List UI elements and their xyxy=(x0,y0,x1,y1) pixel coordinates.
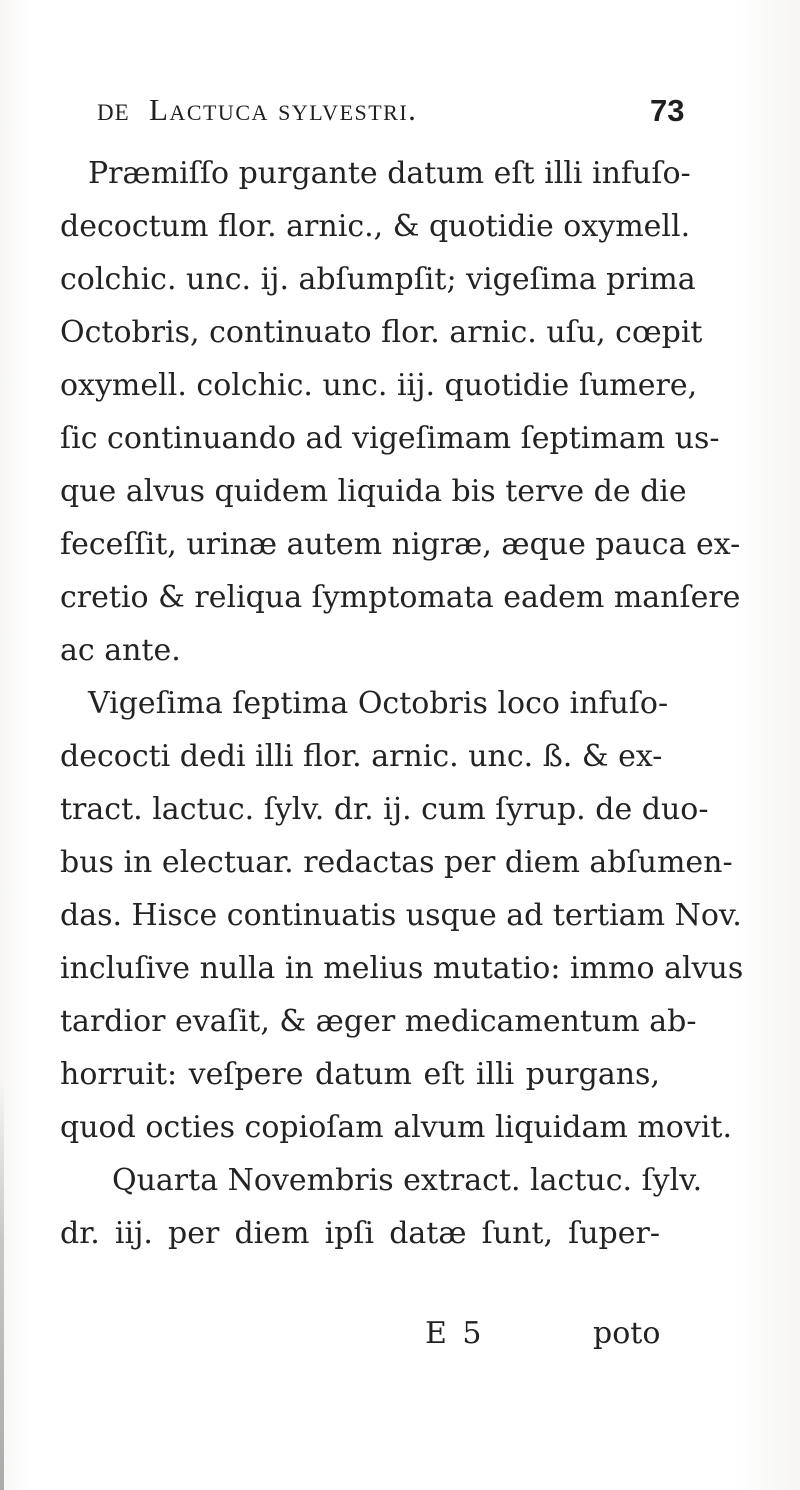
text-line: Præmiſſo purgante datum eſt illi infuſo- xyxy=(88,156,691,191)
text-line: que alvus quidem liquida bis terve de die xyxy=(60,474,687,509)
text-line: incluſive nulla in melius mutatio: immo alvus xyxy=(60,951,744,986)
text-line: bus in electuar. redactas per diem abſumen- xyxy=(60,845,733,880)
text-line: Vigeſima ſeptima Octobris loco infuſo- xyxy=(88,686,669,721)
text-line: horruit: veſpere datum eſt illi purgans, xyxy=(60,1057,660,1092)
text-line: quod octies copioſam alvum liquidam movit. xyxy=(60,1110,732,1145)
text-line: tardior evaſit, & æger medicamentum ab- xyxy=(60,1004,697,1039)
text-line: decoctum flor. arnic., & quotidie oxymell. xyxy=(60,209,691,244)
page-footer xyxy=(0,1316,800,1366)
text-line: ac ante. xyxy=(60,633,181,668)
text-line: feceſſit, urinæ autem nigræ, æque pauca ex- xyxy=(60,527,741,562)
running-head-prefix: DE xyxy=(97,100,130,125)
text-line: das. Hisce continuatis usque ad tertiam Nov. xyxy=(60,898,742,933)
text-line: ſic continuando ad vigeſimam ſeptimam us- xyxy=(60,421,720,456)
body-text xyxy=(60,147,744,1260)
page-edge-shadow xyxy=(0,1080,4,1490)
text-line: Octobris, continuato flor. arnic. uſu, cœpit xyxy=(60,315,703,350)
text-line: cretio & reliqua ſymptomata eadem manſere xyxy=(60,580,741,615)
text-line: colchic. unc. ij. abſumpſit; vigeſima prima xyxy=(60,262,696,297)
page-number: 73 xyxy=(650,93,685,128)
text-line: tract. lactuc. ſylv. dr. ij. cum ſyrup. de duo- xyxy=(60,792,709,827)
text-line: decocti dedi illi flor. arnic. unc. ß. & ex- xyxy=(60,739,663,774)
text-line: oxymell. colchic. unc. iij. quotidie ſumere, xyxy=(60,368,698,403)
running-head-title: Lactuca sylvestri. xyxy=(149,92,418,127)
signature-mark: E 5 xyxy=(425,1316,485,1351)
catchword: poto xyxy=(593,1316,661,1351)
running-head xyxy=(97,92,685,132)
text-line: dr. iij. per diem ipſi datæ ſunt, ſuper- xyxy=(60,1216,660,1251)
text-line: Quarta Novembris extract. lactuc. ſylv. xyxy=(112,1163,703,1198)
